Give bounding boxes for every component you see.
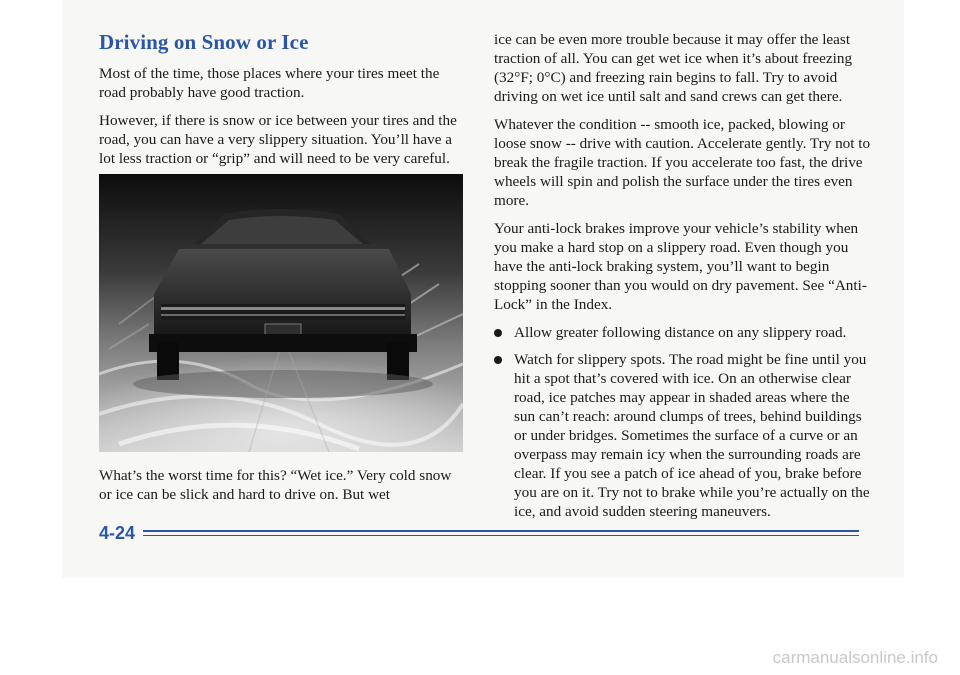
paragraph: However, if there is snow or ice between your tires and the road, you can have a very slippery situation. You’ll have a lot less traction or “grip” and will need to be very careful. [99, 112, 457, 167]
list-item [494, 323, 874, 342]
footer-rule [143, 530, 859, 532]
footer-rule-thin [143, 535, 859, 536]
car-on-snow-photo [99, 174, 463, 452]
after-photo-text [99, 466, 463, 513]
paragraph: ice can be even more trouble because it may offer the least traction of all. You can get wet ice when it’s about freezing (32°F; 0°C) and freezing rain begins to fall. Try to avoid driving on wet ice until salt and sand crews can get there. [494, 31, 853, 105]
paragraph: Most of the time, those places where your tires meet the road probably have good traction. [99, 65, 440, 101]
bullet-text: Watch for slippery spots. The road might be fine until you hit a spot that’s covered with ice. On an otherwise clear road, ice patches may appear in shaded areas where the sun can’t reach: around clumps of trees, behind buildings or under bridges. Sometimes the surface of a curve or an overpass may remain icy when the surrounding roads are clear. If you see a patch of ice ahead of you, brake before you are on it. Try not to brake while you’re actually on the ice, and avoid sudden steering maneuvers. [514, 351, 870, 520]
left-column [99, 30, 463, 177]
watermark: carmanualsonline.info [772, 648, 938, 667]
right-column [494, 30, 874, 529]
section-heading: Driving on Snow or Ice [99, 30, 309, 54]
page-footer [99, 523, 859, 543]
paragraph: Whatever the condition -- smooth ice, packed, blowing or loose snow -- drive with caution. Accelerate gently. Try not to break the fragile traction. If you accelerate too fast, the drive wheels will spin and polish the surface under the tires even more. [494, 116, 871, 209]
bullet-icon [494, 356, 502, 364]
list-item [494, 350, 874, 521]
bullet-text: Allow greater following distance on any slippery road. [514, 324, 847, 341]
bullet-list [494, 323, 874, 521]
page-number: 4-24 [99, 523, 136, 543]
paragraph: Your anti-lock brakes improve your vehicle’s stability when you make a hard stop on a slippery road. Even though you have the anti-lock braking system, you’ll want to begin stopping sooner than you would on dry pavement. See “Anti-Lock” in the Index. [494, 220, 867, 313]
bullet-icon [494, 329, 502, 337]
paragraph: What’s the worst time for this? “Wet ice.” Very cold snow or ice can be slick and hard to drive on. But wet [99, 467, 452, 503]
